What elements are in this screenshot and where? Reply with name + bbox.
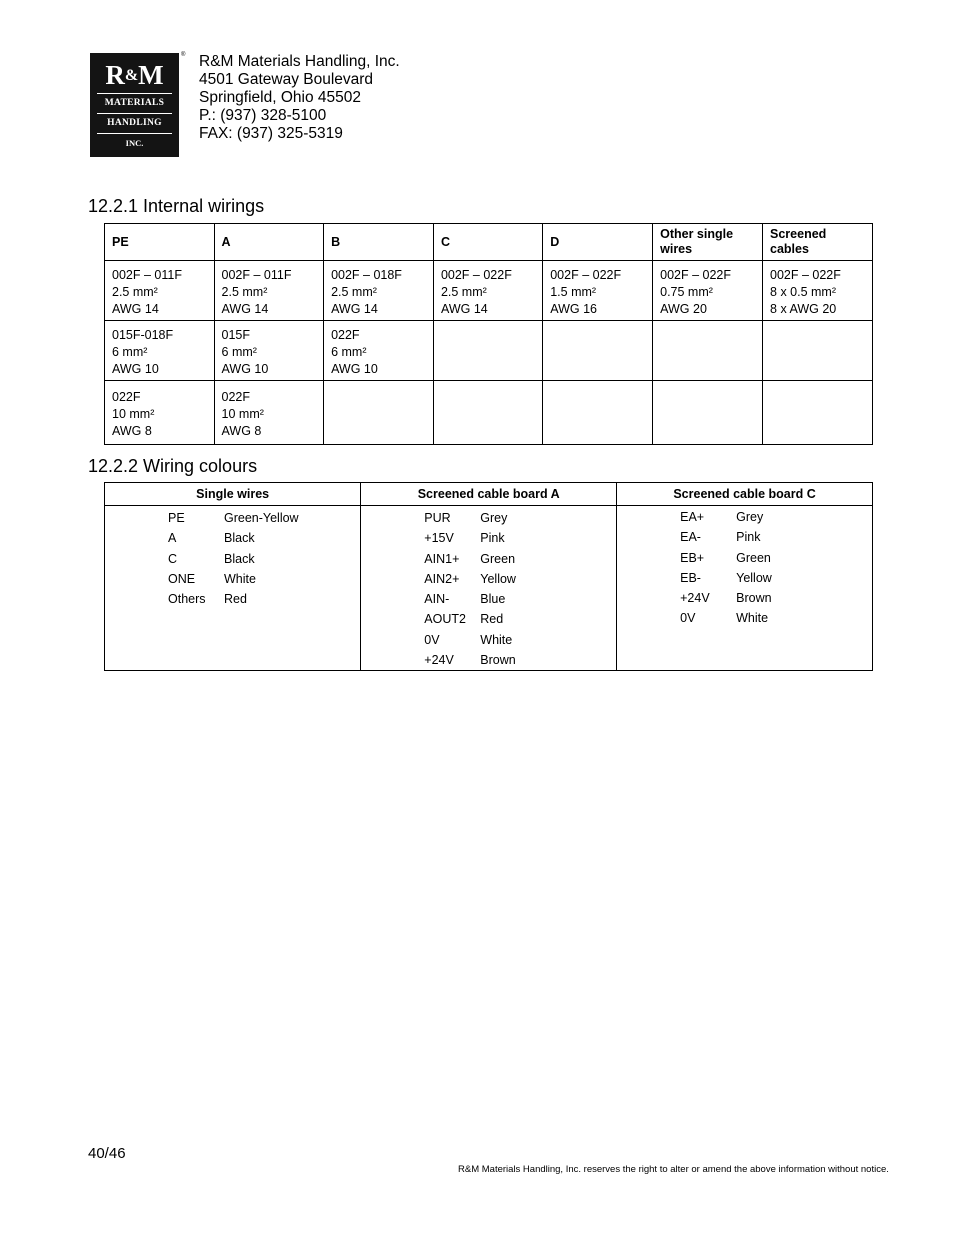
cell-line: 6 mm² (221, 345, 257, 359)
table-cell (433, 261, 542, 321)
wire-colour: Black (224, 531, 255, 546)
table-cell (105, 381, 215, 445)
cell-line: 002F – 018F (331, 268, 402, 282)
wire-signal: AOUT2 (424, 612, 466, 627)
wire-colour: Grey (480, 511, 508, 525)
table-cell (653, 321, 763, 381)
table-header-row (105, 483, 873, 506)
cell-line: 2.5 mm² (331, 285, 377, 299)
cell-line: AWG 8 (112, 424, 152, 438)
wire-colour: Red (480, 612, 504, 627)
column-header: C (433, 224, 542, 261)
logo-divider (97, 93, 172, 94)
colour-list (105, 508, 360, 609)
table-cell (763, 321, 873, 381)
logo-divider (97, 113, 172, 114)
address-line: FAX: (937) 325-5319 (199, 125, 343, 142)
cell-line: 2.5 mm² (112, 285, 158, 299)
wire-signal: +24V (424, 653, 454, 668)
column-header: Screened cable board C (617, 483, 873, 506)
column-header: D (543, 224, 653, 261)
column-header: PE (105, 224, 215, 261)
wire-signal: 0V (680, 611, 696, 626)
table-cell (105, 261, 215, 321)
internal-wirings-table (104, 223, 873, 445)
cell-line: 10 mm² (221, 407, 264, 421)
address-line: R&M Materials Handling, Inc. (199, 53, 400, 70)
cell-line: 015F (221, 328, 251, 342)
cell-line: 8 x 0.5 mm² (770, 285, 837, 299)
table-cell (324, 261, 434, 321)
colour-list-cell (105, 506, 361, 671)
logo-materials: MATERIALS (104, 98, 165, 108)
logo-rm: R&M (105, 60, 164, 90)
wire-colour: Yellow (736, 570, 772, 585)
wire-signal: ONE (168, 571, 196, 586)
wire-signal: AIN1+ (424, 551, 460, 566)
colour-list-cell (617, 506, 873, 671)
wire-colour: Green (480, 551, 516, 566)
colour-list-cell (361, 506, 617, 671)
cell-line: 8 x AWG 20 (770, 302, 837, 316)
table-cell (763, 261, 873, 321)
wire-colour: Green-Yellow (224, 511, 299, 525)
cell-line: AWG 14 (221, 302, 269, 316)
registered-mark-icon: ® (181, 52, 186, 58)
table-cell (543, 261, 653, 321)
cell-line: AWG 10 (112, 362, 159, 376)
cell-line: 002F – 011F (112, 268, 182, 282)
table-cell (653, 261, 763, 321)
wire-colour: Brown (480, 653, 516, 668)
cell-line: 022F (331, 328, 360, 342)
cell-line: 022F (112, 390, 141, 404)
table-cell (543, 381, 653, 445)
column-header: Single wires (105, 483, 361, 506)
wire-colour: Grey (736, 510, 764, 524)
cell-line: 002F – 022F (550, 268, 622, 282)
cell-line: AWG 10 (221, 362, 269, 376)
wire-signal: EB+ (680, 550, 705, 565)
logo-divider (97, 133, 172, 134)
wire-signal: EA+ (680, 510, 705, 524)
wire-signal: 0V (424, 632, 440, 647)
cell-line: AWG 16 (550, 302, 598, 316)
cell-line: 002F – 022F (660, 268, 732, 282)
address-line: P.: (937) 328-5100 (199, 107, 327, 124)
address-line: 4501 Gateway Boulevard (199, 71, 374, 88)
wire-signal: PE (168, 511, 185, 525)
table-cell (763, 381, 873, 445)
footer-notice: R&M Materials Handling, Inc. reserves the right to alter or amend the above information without notice. (458, 1164, 889, 1175)
table-cell (214, 321, 324, 381)
page-number: 40/46 (88, 1145, 126, 1162)
table-row (105, 381, 873, 445)
table-cell (105, 321, 215, 381)
table-cell (214, 261, 324, 321)
table-row (105, 506, 873, 671)
wire-signal: AIN2+ (424, 571, 460, 586)
column-header: B (324, 224, 434, 261)
wire-colour: Black (224, 551, 255, 566)
column-header: Screened cables (763, 224, 873, 261)
cell-line: AWG 10 (331, 362, 378, 376)
wire-colour: White (224, 571, 256, 586)
table-cell (433, 321, 542, 381)
section-title-wiring-colours: 12.2.2 Wiring colours (88, 456, 258, 476)
wire-colour: White (736, 611, 769, 626)
address-line: Springfield, Ohio 45502 (199, 89, 362, 106)
cell-line: AWG 8 (221, 424, 262, 438)
wire-signal: AIN- (424, 592, 450, 607)
section-title-internal-wirings: 12.2.1 Internal wirings (88, 196, 265, 216)
cell-line: 002F – 022F (440, 268, 512, 282)
table-cell (653, 381, 763, 445)
cell-line: 2.5 mm² (440, 285, 487, 299)
table-row (105, 261, 873, 321)
table-cell (324, 381, 434, 445)
colour-list (361, 508, 616, 670)
table-header-row (105, 224, 873, 261)
wire-signal: +15V (424, 531, 454, 546)
colour-list (617, 507, 872, 629)
cell-line: 1.5 mm² (550, 285, 597, 299)
wiring-colours-table (104, 482, 873, 671)
cell-line: AWG 14 (440, 302, 488, 316)
wire-signal: PUR (424, 511, 451, 525)
cell-line: AWG 14 (331, 302, 378, 316)
column-header: A (214, 224, 324, 261)
cell-line: AWG 14 (112, 302, 159, 316)
cell-line: 6 mm² (112, 345, 148, 359)
wire-colour: White (480, 632, 513, 647)
cell-line: 2.5 mm² (221, 285, 268, 299)
wire-signal: +24V (680, 591, 710, 606)
wire-colour: Pink (736, 530, 761, 545)
wire-signal: C (168, 551, 178, 566)
cell-line: 10 mm² (112, 407, 155, 421)
cell-line: 002F – 011F (221, 268, 292, 282)
logo-inc: INC. (125, 138, 144, 148)
wire-colour: Yellow (480, 571, 516, 586)
cell-line: 6 mm² (331, 345, 367, 359)
table-cell (433, 381, 542, 445)
cell-line: 022F (221, 390, 251, 404)
wire-signal: A (168, 531, 177, 546)
wire-colour: Red (224, 592, 247, 607)
table-cell (324, 321, 434, 381)
table-row (105, 321, 873, 381)
wire-colour: Pink (480, 531, 505, 546)
wire-signal: EB- (680, 570, 701, 585)
table-cell (543, 321, 653, 381)
column-header: Other single wires (653, 224, 763, 261)
company-logo (90, 53, 179, 157)
table-cell (214, 381, 324, 445)
wire-colour: Brown (736, 591, 772, 606)
wire-signal: EA- (680, 530, 701, 545)
cell-line: 015F-018F (112, 328, 174, 342)
column-header: Screened cable board A (361, 483, 617, 506)
cell-line: 002F – 022F (770, 268, 841, 282)
cell-line: AWG 20 (660, 302, 707, 316)
logo-handling: HANDLING (107, 118, 162, 128)
wire-signal: Others (168, 592, 206, 607)
wire-colour: Green (736, 550, 771, 565)
cell-line: 0.75 mm² (660, 285, 713, 299)
wire-colour: Blue (480, 592, 506, 607)
company-address (199, 53, 400, 143)
